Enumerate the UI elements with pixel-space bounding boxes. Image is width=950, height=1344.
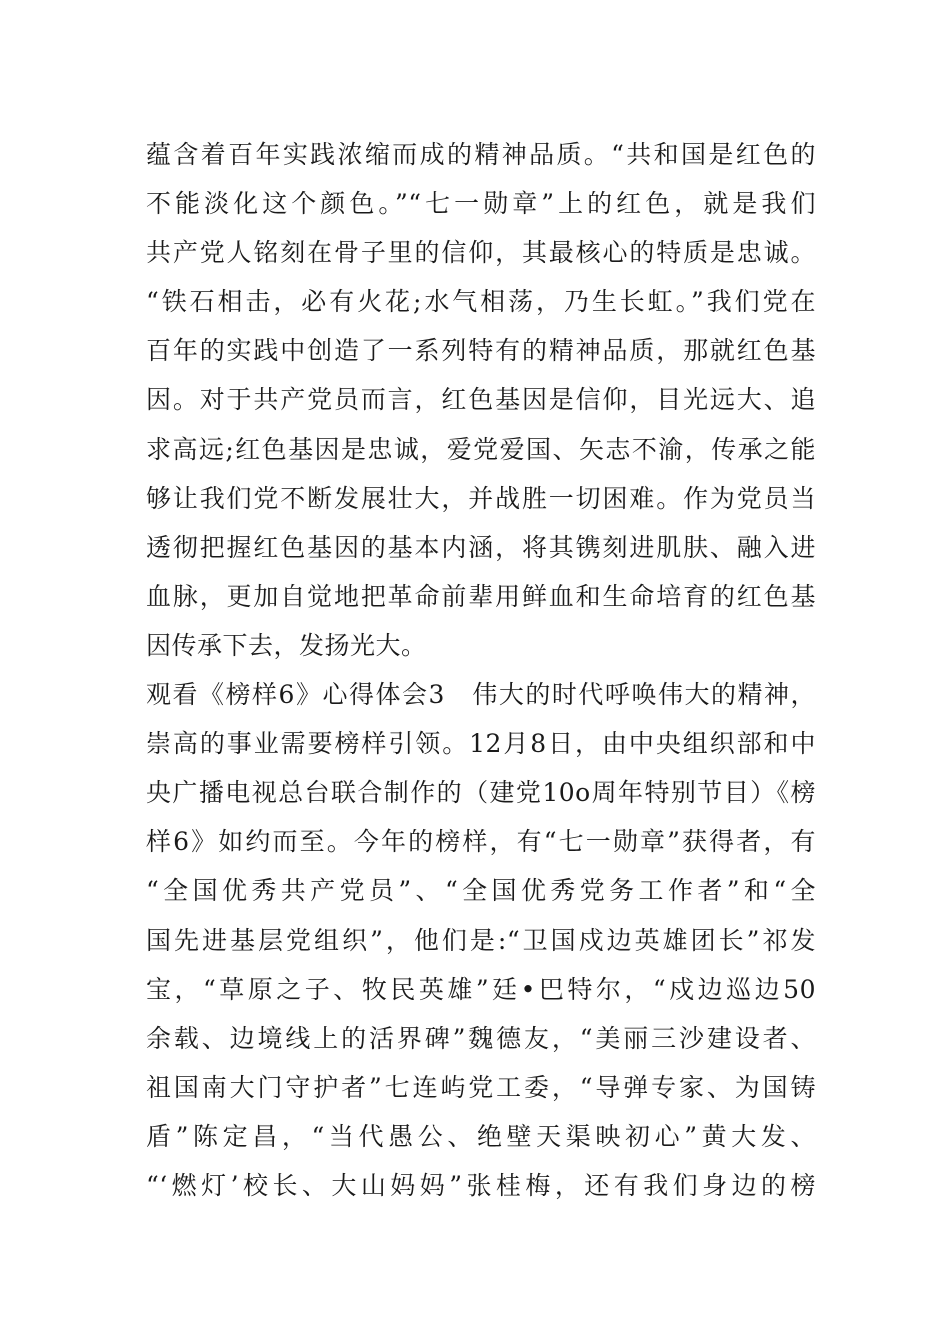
text-line: 崇高的事业需要榜样引领。12月8日，由中央组织部和中 [146, 729, 816, 759]
text-line: 宝，“草原之子、牧民英雄”廷•巴特尔，“戍边巡边50 [146, 974, 816, 1004]
text-line: 透彻把握红色基因的基本内涵，将其镌刻进肌肤、融入进 [146, 532, 816, 562]
text-line: 蕴含着百年实践浓缩而成的精神品质。“共和国是红色的 [146, 140, 816, 169]
text-line: “‘燃灯’校长、大山妈妈”张桂梅，还有我们身边的榜 [146, 1170, 816, 1200]
body-text [146, 130, 816, 1210]
text-line: 观看《榜样6》心得体会3 伟大的时代呼唤伟大的精神， [146, 680, 816, 710]
text-line: “铁石相击，必有火花;水气相荡，乃生长虹。”我们党在 [146, 287, 816, 317]
text-line: 盾”陈定昌，“当代愚公、绝壁天渠映初心”黄大发、 [146, 1121, 816, 1151]
text-line: 因。对于共产党员而言，红色基因是信仰，目光远大、追 [146, 385, 816, 415]
text-line: 够让我们党不断发展壮大，并战胜一切困难。作为党员当 [146, 483, 816, 513]
text-line: 样6》如约而至。今年的榜样，有“七一勋章”获得者，有 [146, 827, 816, 857]
text-line: 国先进基层党组织”，他们是:“卫国戍边英雄团长”祁发 [146, 925, 816, 955]
text-line: “全国优秀共产党员”、“全国优秀党务工作者”和“全 [146, 876, 816, 906]
text-line: 百年的实践中创造了一系列特有的精神品质，那就红色基 [146, 336, 816, 366]
text-line: 求高远;红色基因是忠诚，爱党爱国、矢志不渝，传承之能 [146, 434, 816, 464]
text-line: 因传承下去，发扬光大。 [146, 630, 427, 660]
text-line: 血脉，更加自觉地把革命前辈用鲜血和生命培育的红色基 [146, 581, 816, 611]
text-line: 共产党人铭刻在骨子里的信仰，其最核心的特质是忠诚。 [146, 238, 816, 268]
text-line: 余载、边境线上的活界碑”魏德友，“美丽三沙建设者、 [146, 1023, 816, 1053]
text-line: 央广播电视总台联合制作的（建党10o周年特别节目）《榜 [146, 778, 816, 808]
text-line: 祖国南大门守护者”七连屿党工委，“导弹专家、为国铸 [146, 1072, 816, 1102]
text-line: 不能淡化这个颜色。”“七一勋章”上的红色，就是我们 [146, 189, 816, 219]
